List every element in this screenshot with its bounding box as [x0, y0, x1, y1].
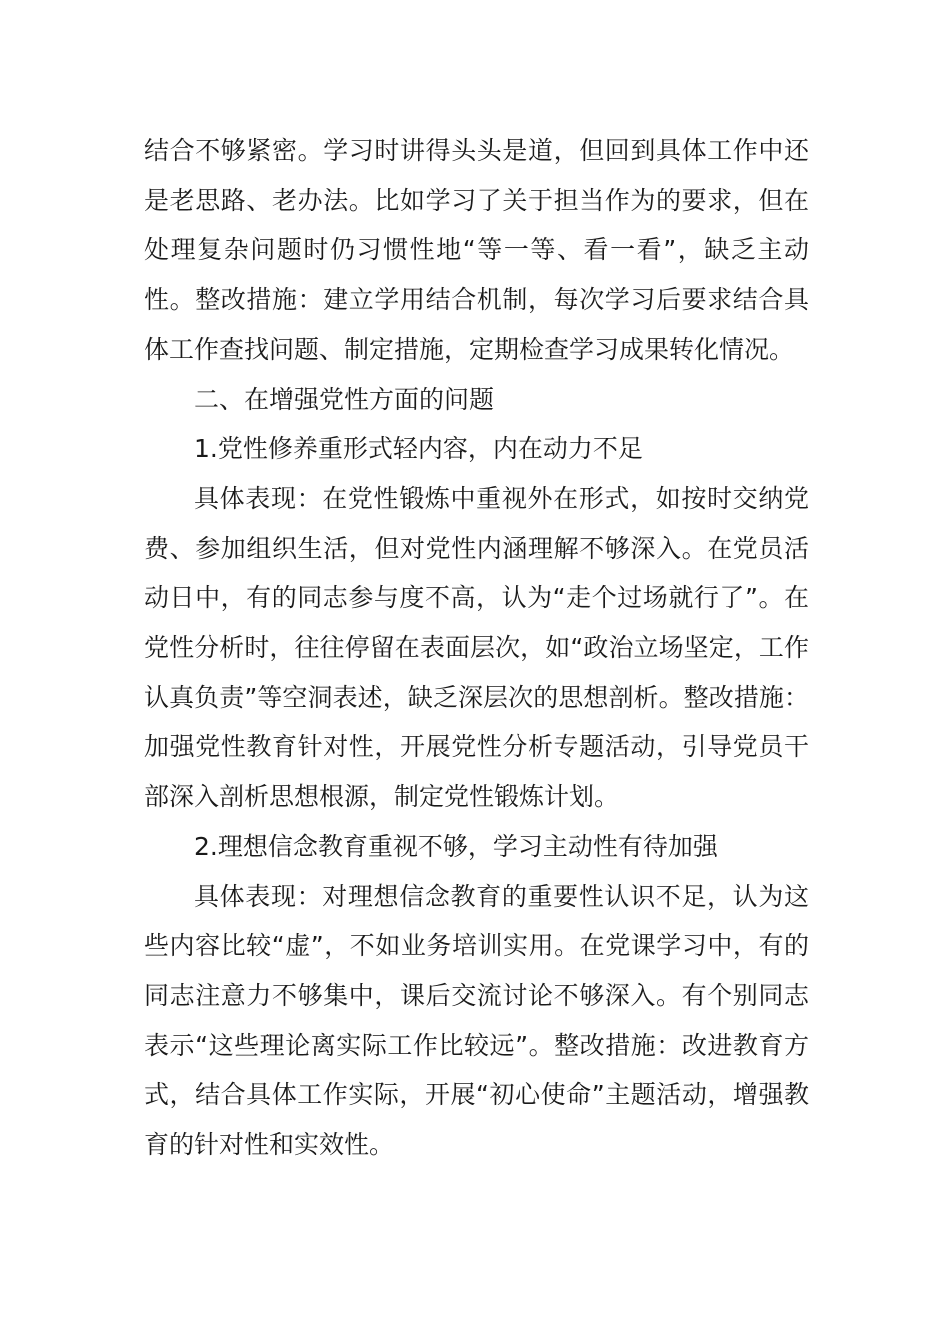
subheading-2: 2.理想信念教育重视不够，学习主动性有待加强	[194, 831, 718, 861]
paragraph-continuation: 结合不够紧密。学习时讲得头头是道，但回到具体工作中还是老思路、老办法。比如学习了关于担当作为的要求，但在处理复杂问题时仍习惯性地“等一等、看一看”，缺乏主动性。整改措施：建立学用结合机制，每次学习后要求结合具体工作查找问题、制定措施，定期检查学习成果转化情况。	[144, 136, 809, 364]
paragraph-2-details: 具体表现：对理想信念教育的重要性认识不足，认为这些内容比较“虚”，不如业务培训实用。在党课学习中，有的同志注意力不够集中，课后交流讨论不够深入。有个别同志表示“这些理论离实际工作比较远”。整改措施：改进教育方式，结合具体工作实际，开展“初心使命”主题活动，增强教育的针对性和实效性。	[144, 881, 809, 1160]
subheading-1: 1.党性修养重形式轻内容，内在动力不足	[194, 434, 643, 464]
document-body	[144, 126, 809, 1170]
section-heading-party-spirit: 二、在增强党性方面的问题	[194, 384, 495, 414]
paragraph-1-details: 具体表现：在党性锻炼中重视外在形式，如按时交纳党费、参加组织生活，但对党性内涵理解不够深入。在党员活动日中，有的同志参与度不高，认为“走个过场就行了”。在党性分析时，往往停留在表面层次，如“政治立场坚定，工作认真负责”等空洞表述，缺乏深层次的思想剖析。整改措施：加强党性教育针对性，开展党性分析专题活动，引导党员干部深入剖析思想根源，制定党性锻炼计划。	[144, 483, 809, 812]
